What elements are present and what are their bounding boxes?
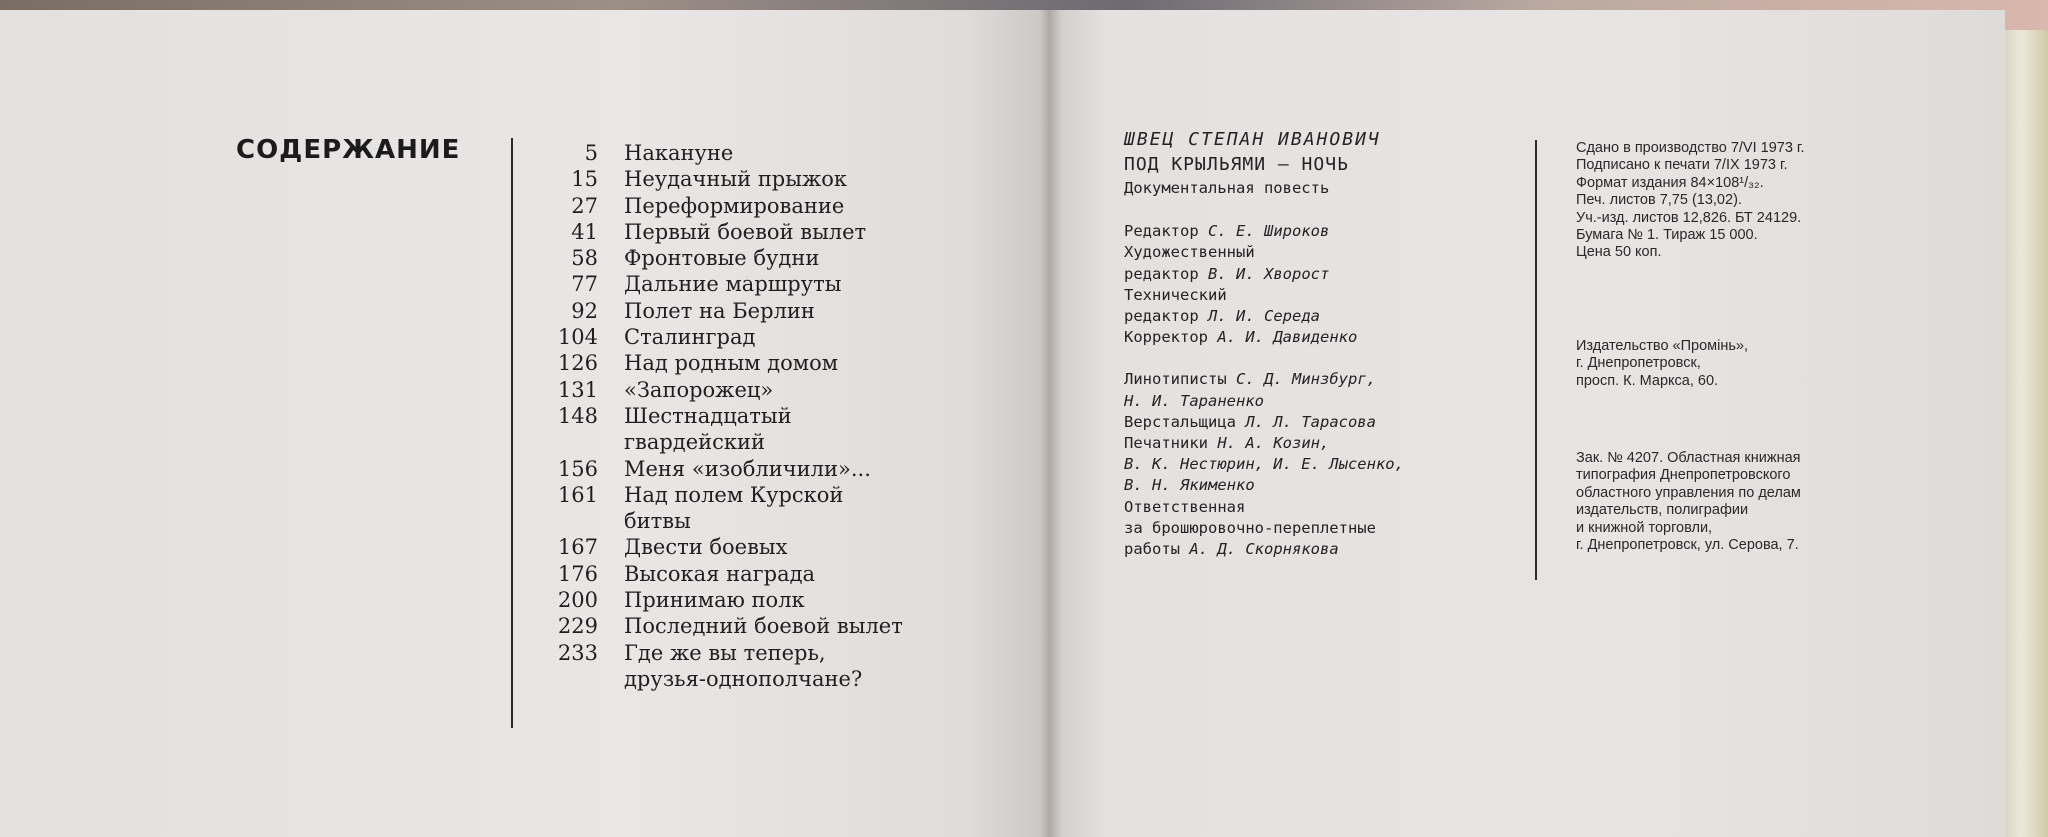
credit-line — [1124, 327, 1404, 348]
print-info-line: Цена 50 коп. — [1576, 244, 1662, 261]
contents-entry — [540, 219, 903, 245]
printer-line: г. Днепропетровск, ул. Серова, 7. — [1576, 537, 1799, 554]
printer-line: типография Днепропетровского — [1576, 467, 1791, 484]
contents-page-number: 15 — [571, 167, 598, 192]
credit-role: Линотиписты — [1124, 370, 1227, 389]
contents-entry — [540, 587, 903, 613]
contents-page-number: 229 — [557, 614, 598, 639]
contents-entry — [540, 561, 903, 587]
contents-page-number: 92 — [571, 298, 598, 323]
contents-chapter-title: Где же вы теперь, друзья-однополчане? — [624, 640, 863, 691]
printer-line: областного управления по делам — [1576, 484, 1801, 501]
credit-role: Корректор — [1124, 328, 1208, 347]
print-info-line: Подписано к печати 7/IX 1973 г. — [1576, 157, 1788, 174]
contents-chapter-title: Переформирование — [624, 193, 845, 218]
contents-chapter-title: Сталинград — [624, 325, 756, 350]
contents-page-number: 58 — [571, 246, 598, 271]
credit-name: А. Д. Скорнякова — [1189, 540, 1339, 559]
contents-chapter-title: Двести боевых — [624, 535, 788, 560]
contents-entry — [540, 534, 903, 560]
print-info-line: Уч.-изд. листов 12,826. БТ 24129. — [1576, 209, 1802, 226]
imprint-block — [1124, 128, 1404, 560]
contents-chapter-title: Шестнадцатый гвардейский — [624, 403, 792, 455]
contents-page-number: 77 — [571, 272, 598, 297]
print-info-line: Печ. листов 7,75 (13,02). — [1576, 192, 1742, 209]
contents-entry — [540, 140, 903, 166]
credit-line — [1124, 412, 1404, 433]
contents-chapter-title: Дальние маршруты — [624, 272, 842, 297]
credit-line — [1124, 285, 1404, 327]
spacer — [1124, 348, 1404, 369]
contents-entry — [540, 193, 903, 219]
printer-line: издательств, полиграфии — [1576, 502, 1749, 519]
print-info-line: Бумага № 1. Тираж 15 000. — [1576, 227, 1758, 244]
book-gutter — [1040, 10, 1062, 837]
contents-page-number: 131 — [557, 377, 598, 402]
contents-page-number: 161 — [557, 482, 598, 507]
publisher-line: просп. К. Маркса, 60. — [1576, 372, 1719, 389]
contents-entry — [540, 456, 903, 482]
contents-entry — [540, 403, 903, 456]
production-credits — [1124, 369, 1404, 560]
contents-entry — [540, 482, 903, 535]
contents-entry — [540, 613, 903, 639]
publisher-line: г. Днепропетровск, — [1576, 355, 1701, 372]
contents-page-number: 200 — [557, 588, 598, 613]
credit-role: Редактор — [1124, 222, 1199, 241]
printer-line: Зак. № 4207. Областная книжная — [1576, 450, 1801, 467]
contents-chapter-title: Меня «изобличили»... — [624, 456, 871, 481]
credit-role: Технический редактор — [1124, 285, 1227, 326]
contents-chapter-title: Принимаю полк — [624, 588, 805, 613]
credit-role: Ответственная за брошюровочно-переплетные работы — [1124, 497, 1376, 559]
contents-entry — [540, 324, 903, 350]
print-info-line: Сдано в производство 7/VI 1973 г. — [1576, 140, 1805, 156]
imprint-divider — [1535, 140, 1537, 580]
credit-name: А. И. Давиденко — [1217, 328, 1358, 347]
contents-entry — [540, 350, 903, 376]
credit-name: Л. Л. Тарасова — [1245, 412, 1376, 431]
contents-page-number: 233 — [557, 640, 598, 665]
contents-entry — [540, 271, 903, 297]
contents-divider — [511, 138, 513, 728]
contents-chapter-title: Неудачный прыжок — [624, 167, 848, 192]
contents-page-number: 167 — [557, 535, 598, 560]
contents-page-number: 5 — [584, 141, 598, 165]
credit-name: В. И. Хворост — [1208, 264, 1330, 283]
credit-name: С. Д. Минзбург, Н. И. Тараненко — [1124, 370, 1376, 410]
credit-line — [1124, 242, 1404, 284]
contents-entry — [540, 245, 903, 271]
contents-page-number: 27 — [571, 193, 598, 218]
contents-chapter-title: Последний боевой вылет — [624, 614, 903, 639]
credit-line — [1124, 369, 1404, 411]
contents-page-number: 176 — [557, 561, 598, 586]
contents-chapter-title: Первый боевой вылет — [624, 219, 867, 244]
credit-role: Художественный редактор — [1124, 243, 1255, 283]
contents-entry — [540, 377, 903, 403]
book-subtitle: Документальная повесть — [1124, 179, 1330, 197]
contents-page-number: 104 — [557, 325, 598, 350]
publisher-line: Издательство «Промінь», — [1576, 337, 1749, 354]
contents-chapter-title: Накануне — [624, 141, 734, 165]
editorial-credits — [1124, 221, 1404, 348]
publication-details — [1576, 140, 1804, 611]
book-cover-edge — [2005, 30, 2048, 837]
print-info — [1576, 140, 1804, 262]
book-title: ПОД КРЫЛЬЯМИ — НОЧЬ — [1124, 154, 1349, 175]
contents-entry — [540, 166, 903, 192]
contents-entry — [540, 298, 903, 324]
publisher-info — [1576, 338, 1804, 390]
credit-role: Верстальщица — [1124, 412, 1236, 431]
credit-line — [1124, 221, 1404, 242]
contents-heading: СОДЕРЖАНИЕ — [236, 135, 461, 165]
contents-chapter-title: Полет на Берлин — [624, 298, 815, 323]
contents-page-number: 148 — [557, 403, 598, 428]
credit-role: Печатники — [1124, 434, 1208, 453]
contents-entry — [540, 640, 903, 693]
contents-list — [540, 140, 903, 692]
contents-chapter-title: Над полем Курской битвы — [624, 482, 844, 534]
credit-name: Л. И. Середа — [1208, 307, 1320, 326]
printer-info — [1576, 450, 1804, 554]
credit-name: С. Е. Широков — [1208, 222, 1330, 241]
credit-name: Н. А. Козин, В. К. Нестюрин, И. Е. Лысенко, В. Н. Якименко — [1124, 434, 1404, 495]
print-info-line: Формат издания 84×108¹/₃₂. — [1576, 174, 1764, 191]
credit-line — [1124, 497, 1404, 561]
contents-chapter-title: Над родным домом — [624, 351, 839, 376]
contents-chapter-title: Фронтовые будни — [624, 246, 820, 271]
credit-line — [1124, 433, 1404, 497]
contents-page-number: 126 — [557, 351, 598, 376]
author-name: ШВЕЦ СТЕПАН ИВАНОВИЧ — [1124, 129, 1381, 150]
contents-page-number: 156 — [557, 456, 598, 481]
contents-page-number: 41 — [571, 219, 598, 244]
printer-line: и книжной торговли, — [1576, 519, 1713, 536]
contents-chapter-title: Высокая награда — [624, 561, 816, 586]
contents-chapter-title: «Запорожец» — [624, 377, 774, 402]
